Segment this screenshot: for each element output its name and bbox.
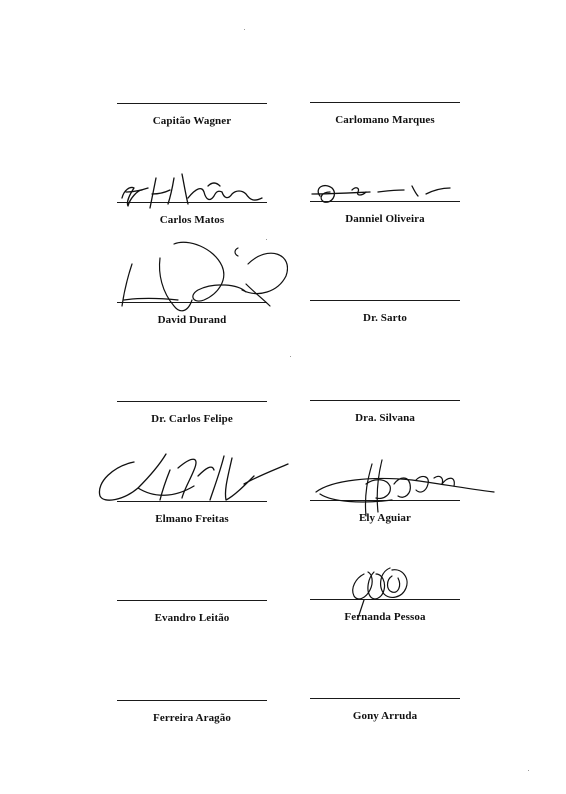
signatory-name: Dr. Sarto — [363, 312, 407, 324]
signature-line — [117, 401, 267, 402]
signatory-name: Elmano Freitas — [155, 513, 229, 525]
signature-block-dr-sarto — [310, 300, 460, 340]
signatory-name: Dra. Silvana — [355, 412, 415, 424]
signature-block-evandro-leitao — [117, 600, 267, 640]
handwritten-signature-david-durand — [118, 240, 288, 325]
handwritten-signature-ely-aguiar — [312, 454, 497, 524]
signatory-name: Danniel Oliveira — [345, 213, 425, 225]
signature-block-dra-silvana — [310, 400, 460, 440]
signatory-name: Gony Arruda — [352, 710, 418, 722]
signatory-name: Ely Aguiar — [358, 512, 412, 524]
signature-line — [310, 698, 460, 699]
signatory-name: Fernanda Pessoa — [344, 611, 426, 623]
signatory-name: Carlos Matos — [159, 214, 225, 226]
signature-block-gony-arruda — [310, 698, 460, 738]
scan-speck — [290, 356, 291, 357]
signature-line — [310, 102, 460, 103]
signature-line — [117, 600, 267, 601]
handwritten-signature-elmano-freitas — [94, 446, 294, 506]
handwritten-signature-carlos-matos — [112, 168, 272, 213]
scan-speck — [528, 770, 529, 771]
signature-line — [310, 300, 460, 301]
signature-block-capitao-wagner — [117, 103, 267, 143]
signatory-name: David Durand — [157, 314, 227, 326]
signatory-name: Capitão Wagner — [152, 115, 232, 127]
signatory-name: Evandro Leitão — [154, 612, 230, 624]
signature-block-ferreira-aragao — [117, 700, 267, 740]
signature-line — [117, 700, 267, 701]
handwritten-signature-fernanda-pessoa — [340, 560, 425, 620]
signature-block-carlomano-marques — [310, 102, 460, 142]
scan-speck — [266, 239, 267, 240]
signature-block-dr-carlos-felipe — [117, 401, 267, 441]
signature-line — [117, 103, 267, 104]
signatory-name: Ferreira Aragão — [153, 712, 231, 724]
scan-speck — [244, 29, 245, 30]
signatory-name: Dr. Carlos Felipe — [151, 413, 233, 425]
signature-line — [310, 400, 460, 401]
signatory-name: Carlomano Marques — [335, 114, 435, 126]
handwritten-signature-danniel-oliveira — [308, 178, 458, 208]
signature-block-elmano-freitas — [117, 501, 267, 541]
